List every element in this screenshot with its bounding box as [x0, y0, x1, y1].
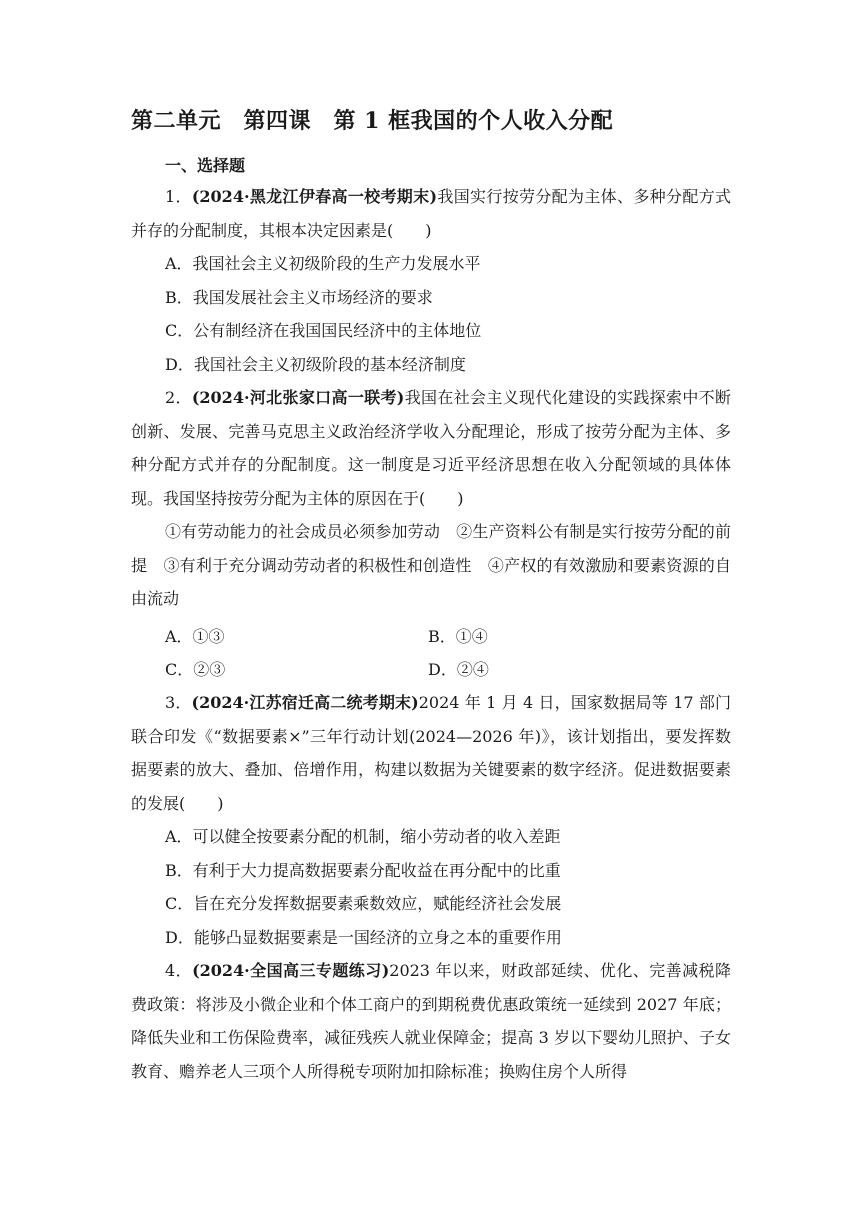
question-number: 3． — [165, 693, 192, 712]
question-source: (2024·全国高三专题练习) — [192, 961, 390, 980]
option-d[interactable]: D．②④ — [428, 660, 489, 679]
question-2-statements: ①有劳动能力的社会成员必须参加劳动 ②生产资料公有制是实行按劳分配的前提 ③有利于充分调动劳动者的积极性和创造性 ④产权的有效激励和要素资源的自由流动 — [131, 522, 731, 608]
question-text: 我国实行按劳分配为主体、多种分配方式并存的分配制度，其根本决定因素是( ) — [131, 187, 731, 240]
option-d[interactable]: D．能够凸显数据要素是一国经济的立身之本的重要作用 — [165, 927, 562, 947]
option-d[interactable]: D．我国社会主义初级阶段的基本经济制度 — [165, 354, 466, 374]
option-b[interactable]: B．我国发展社会主义市场经济的要求 — [165, 287, 433, 307]
question-number: 4． — [165, 961, 193, 980]
question-text: 我国在社会主义现代化建设的实践探索中不断创新、发展、完善马克思主义政治经济学收入分配理论，形成了按劳分配为主体、多种分配方式并存的分配制度。这一制度是习近平经济思想在收入分配领域的具体体现。我国坚持按劳分配为主体的原因在于( ) — [131, 388, 731, 508]
option-b[interactable]: B．①④ — [428, 627, 488, 646]
question-3-options — [165, 820, 735, 954]
option-c[interactable]: C．旨在充分发挥数据要素乘数效应，赋能经济社会发展 — [165, 894, 562, 913]
question-source: (2024·江苏宿迁高二统考期末) — [191, 693, 419, 712]
question-number: 1． — [165, 187, 192, 206]
question-text: 2023 年以来，财政部延续、优化、完善减税降费政策：将涉及小微企业和个体工商户的到期税费优惠政策统一延续到 2027 年底；降低失业和工伤保险费率，减征残疾人就业保障金；提高 3 岁以下婴幼儿照护、子女教育、赡养老人三项个人所得税专项附加扣除标准；换购住房个人所得 — [131, 961, 731, 1081]
question-4 — [131, 954, 731, 1088]
option-c[interactable]: C．②③ — [165, 660, 226, 679]
option-a[interactable]: A．我国社会主义初级阶段的生产力发展水平 — [165, 254, 481, 273]
question-text: 2024 年 1 月 4 日，国家数据局等 17 部门联合印发《“数据要素×”三年行动计划(2024—2026 年)》，该计划指出，要发挥数据要素的放大、叠加、倍增作用，构建以数据为关键要素的数字经济。促进数据要素的发展( ) — [131, 693, 731, 813]
question-number: 2． — [165, 388, 192, 407]
option-a[interactable]: A．可以健全按要素分配的机制，缩小劳动者的收入差距 — [165, 827, 561, 846]
question-1 — [131, 180, 731, 247]
option-a[interactable]: A．①③ — [165, 627, 225, 646]
option-c[interactable]: C．公有制经济在我国国民经济中的主体地位 — [165, 321, 482, 340]
question-source: (2024·黑龙江伊春高一校考期末) — [191, 187, 438, 206]
page-title: 第二单元 第四课 第 1 框我国的个人收入分配 — [131, 108, 614, 134]
question-2 — [131, 381, 731, 515]
option-b[interactable]: B．有利于大力提高数据要素分配收益在再分配中的比重 — [165, 860, 561, 880]
question-3 — [131, 686, 731, 820]
question-1-options — [165, 247, 735, 381]
question-source: (2024·河北张家口高一联考) — [191, 388, 405, 407]
section-heading: 一、选择题 — [165, 156, 246, 175]
